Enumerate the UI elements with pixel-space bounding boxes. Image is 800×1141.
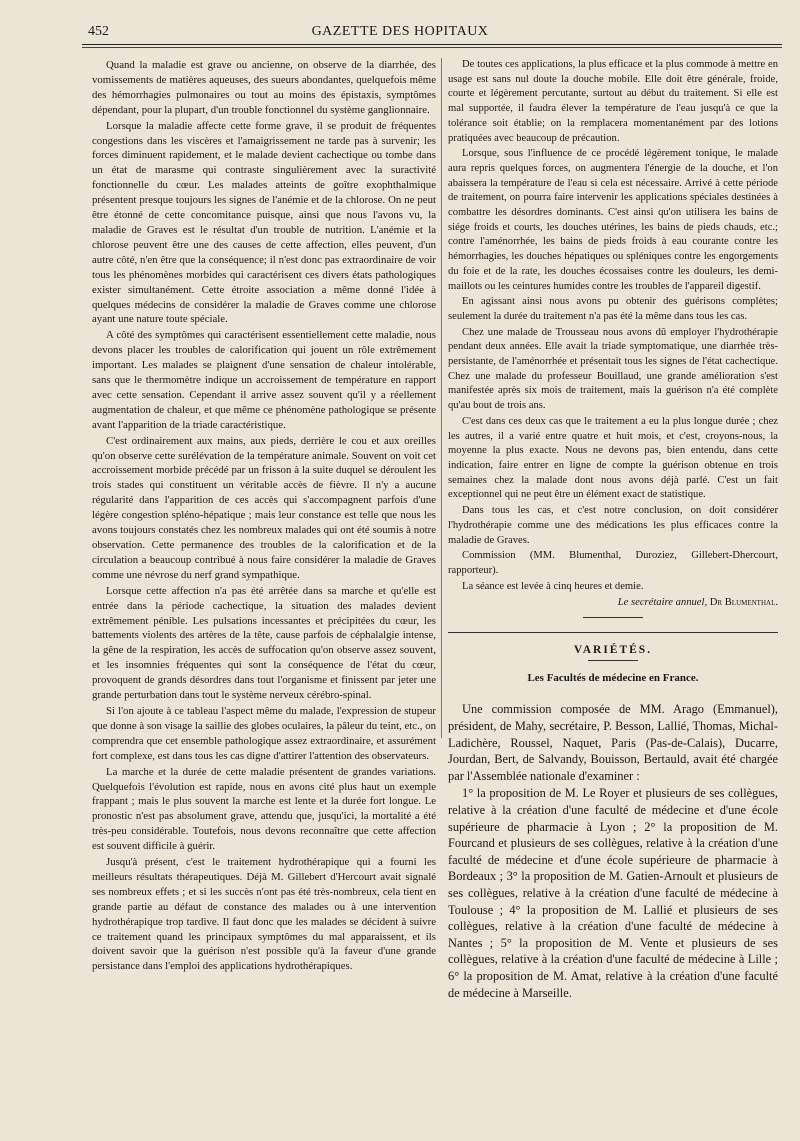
left-column [92,58,436,975]
journal-title: GAZETTE DES HOPITAUX [311,24,489,39]
paragraph: Jusqu'à présent, c'est le traitement hydrothérapique qui a fourni les meilleurs résultats thérapeutiques. Déjà M. Gillebert d'Hercourt avait signalé ses nombreux effets ; et si les succès n'ont pas été très-nombreux, cela tient en grande partie au défaut de constance des malades ou à une intervention hydrothérapique trop tardive. Il faut donc que les malades se décident à suivre ce traitement quand les principaux symptômes du mal apparaissent, et ils doivent savoir que la guérison n'est possible qu'à la faveur d'une grande persistance dans l'emploi des applications hydrothérapiques. [92,856,436,973]
paragraph: C'est ordinairement aux mains, aux pieds, derrière le cou et aux oreilles qu'on observe cette surélévation de la température animale. Souvent on voit cet accroissement morbide précédé par un frisson à la suite duquel se déroulent les trois stades qui constituent un véritable accès de fièvre. Il n'y a aucune régularité dans l'apparition de ces accès qui s'accompagnent parfois d'une légère congestion spléno-hépatique ; mais leur constance est telle que nous les avons toujours constatés chez les nombreux malades qui ont été soumis à notre observation. Cette permanence des troubles de la calorification et de la circulation a beaucoup contribué à nous faire considérer la maladie de Graves comme une névrose du nerf grand sympathique. [92,434,436,581]
paragraph: Quand la maladie est grave ou ancienne, on observe de la diarrhée, des vomissements de matières aqueuses, des sueurs abondantes, quelquefois même des hémorrhagies pulmonaires ou tout au moins des épistaxis, symptômes dépendant, pour la plupart, d'un trouble fonctionnel du système ganglionnaire. [92,59,436,116]
paragraph: En agissant ainsi nous avons pu obtenir des guérisons complètes; seulement la durée du traitement n'a pas été la même dans tous les cas. [448,296,778,322]
paragraph: Une commission composée de MM. Arago (Emmanuel), président, de Mahy, secrétaire, P. Besson, Lallié, Thomas, Michal-Ladichère, Roussel, Naquet, Paris (Pas-de-Calais), Ducarre, Jourdan, Bert, de Salvandy, Bouisson, Bertauld, avait été chargée par l'Assemblée nationale d'examiner : [448,702,778,783]
paragraph: Lorsque, sous l'influence de ce procédé légèrement tonique, le malade aura repris quelques forces, on augmentera l'énergie de la douche, et l'on abaissera la température de l'eau si cela est nécessaire. Arrivé à cette période de traitement, on pourra faire intervenir les applications spéciales destinées à combattre les désordres dominants. C'est ainsi qu'on utilisera les bains de siége froids et courts, les douches utérines, les bains de pieds chauds, etc.; contre l'aménorrhée, les bains de pieds froids à eau courante contre les hémorrhagies, les douches hépatiques ou spléniques contre les engorgements du foie et de la rate, les douches écossaises contre les douleurs, les demi-maillots ou les ceintures humides contre les troubles de l'appareil digestif. [448,148,778,292]
header-rule-thin [82,47,782,48]
signature [448,596,778,611]
paragraph: C'est dans ces deux cas que le traitement a eu la plus longue durée ; chez les autres, il a varié entre quatre et huit mois, et c'est, croyons-nous, la moyenne la plus exacte. Nous ne devons pas, bien entendu, dans cette indication, faire entrer en ligne de compte la guérison obtenue en trois semaines chez la malade dont nous avons déjà parlé. C'est un fait exceptionnel qui ne peut être un élément exact de statistique. [448,415,778,501]
article-title: Les Facultés de médecine en France. [527,671,699,684]
column-divider [441,58,442,738]
section-title: VARIÉTÉS. [573,644,653,657]
paragraph: La marche et la durée de cette maladie présentent de grandes variations. Quelquefois l'évolution est rapide, nous en avons cité plus haut un exemple frappant ; mais le plus souvent la marche est lente et la durée fort longue. Le pronostic n'est pas absolument grave, attendu que, jusqu'ici, la mortalité a été très-peu considérable. Toutefois, nous devons reconnaître que cette affection est souvent difficile à guérir. [92,765,436,853]
paragraph: Lorsque cette affection n'a pas été arrêtée dans sa marche et qu'elle est entrée dans la période cachectique, la situation des malades devient extrêmement pénible. Les pulsations incessantes et précipitées du cœur, les battements violents des artères de la tête, cause parfois de céphalalgie intense, la gêne de la respiration, les accès de suffocation qu'on observe assez souvent, et les insomnies fréquentes qui sont la conséquence de l'état du cœur, provoquent de grands désordres dans tout l'organisme et finissent par jeter une grande perturbation dans tout le système nerveux cérébro-spinal. [92,584,436,702]
paragraph: A côté des symptômes qui caractérisent essentiellement cette maladie, nous devons placer les troubles de calorification qui jouent un rôle extrêmement important. Les malades se plaignent d'une sensation de chaleur intolérable, sans que le thermomètre indique un accroissement de température en rapport avec cette sensation. Cependant il arrive assez souvent qu'il y a réellement augmentation de chaleur, et que même ce phénomène pathologique se présente avant l'apparition de la triade caractéristique. [92,329,436,431]
paragraph: La séance est levée à cinq heures et demie. [462,580,644,592]
paragraph: Dans tous les cas, et c'est notre conclusion, on doit considérer l'hydrothérapie comme une des médications les plus efficaces contre la maladie de Graves. [448,505,778,546]
paragraph: Commission (MM. Blumenthal, Duroziez, Gillebert-Dhercourt, rapporteur). [448,550,778,576]
paragraph: 1° la proposition de M. Le Royer et plusieurs de ses collègues, relative à la création d'une faculté de médecine et d'une école supérieure de pharmacie à Lyon ; 2° la proposition de M. Fourcand et plusieurs de ses collègues, relative à la création d'une faculté de médecine et d'une école supérieure de pharmacie à Bordeaux ; 3° la proposition de M. Gatien-Arnoult et plusieurs de ses collègues, relative à la création d'une faculté de médecine à Toulouse ; 4° la proposition de M. Lallié et plusieurs de ses collègues, relative à la création d'une faculté de médecine à Nantes ; 5° la proposition de M. Vente et plusieurs de ses collègues, relative à la création d'une faculté de médecine à Lille ; 6° la proposition de M. Amat, relative à la création d'une faculté de médecine à Marseille. [448,786,778,1000]
paragraph: Lorsque la maladie affecte cette forme grave, il se produit de fréquentes congestions dans les viscères et l'amaigrissement ne tarde pas à survenir; les forces diminuent rapidement, et le malade devient cachectique ou tombe dans un état de marasme qui contraste singulièrement avec la suractivité fonctionnelle du cœur. Les malades atteints de goître exophthalmique présentent presque toujours les signes de l'anémie et de la chlorose. On ne peut être étonné de cette concomitance puisque, ainsi que nous l'avons vu, la maladie de Graves est le résultat d'un trouble de nutrition. L'anémie et la chlorose peuvent être une des causes de cette affection, elles peuvent, d'un autre côté, n'en être que la conséquence; il n'est donc pas extraordinaire de voir tous les phénomènes morbides qui caractérisent ces divers états pathologiques exister simultanément. Cette étroite association a même donné l'idée à quelques médecins de considérer la maladie de Graves comme une chlorose ayant une nature toute spéciale. [92,119,436,326]
signature-label: Le secrétaire annuel, [617,597,708,609]
paragraph: Si l'on ajoute à ce tableau l'aspect même du malade, l'expression de stupeur que donne à son visage la saillie des globes oculaires, la pâleur du teint, etc., on comprendra que cet ensemble pathologique assez extraordinaire, et assurément fort complexe, est dans tous les cas digne d'attirer l'attention des observateurs. [92,704,436,762]
paragraph: De toutes ces applications, la plus efficace et la plus commode à mettre en usage est sans nul doute la douche mobile. Elle doit être générale, froide, courte et légèrement percutante, surtout au début du traitement. Si elle est mal supportée, il faudra élever la température de l'eau jusqu'à ce que la tolérance soit établie; on la remplacera momentanément par des lotions pratiquées avec beaucoup de précaution. [448,59,778,144]
signature-name: Dr Blumenthal. [709,597,778,609]
paragraph: Chez une malade de Trousseau nous avons dû employer l'hydrothérapie pendant deux années. Elle avait la triade symptomatique, une diarrhée très-persistante, de l'aménorrhée et présentait tous les signes de l'état cachectique. Chez une malade du professeur Bouillaud, une grande amélioration s'est manifestée après six mois de traitement, mais la guérison n'a été complète qu'au bout de trois ans. [448,326,778,412]
section-title-underline [588,660,638,661]
page-number: 452 [88,24,109,39]
section-rule [448,632,778,633]
header-rule [82,44,782,45]
signature-rule [583,617,643,618]
right-column [448,58,778,1002]
